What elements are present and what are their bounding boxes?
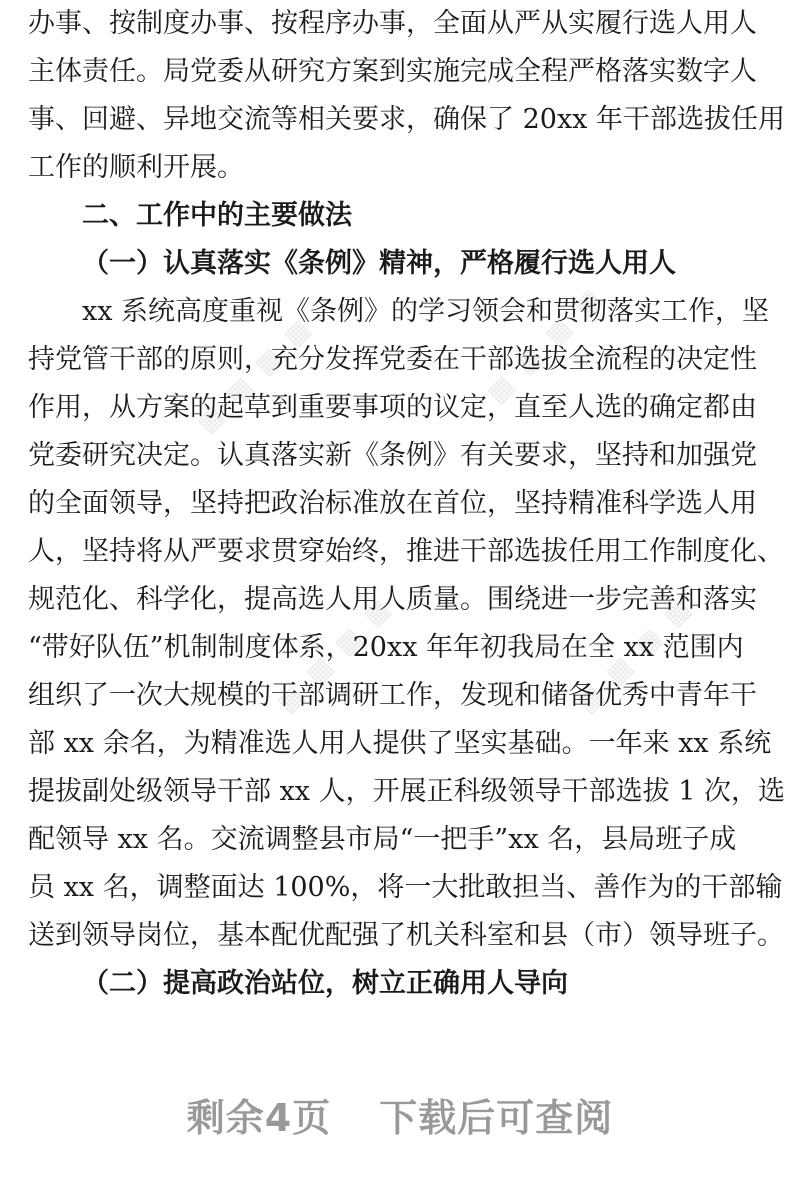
- body-line: 员 xx 名，调整面达 100%，将一大批敢担当、善作为的干部输: [28, 872, 783, 903]
- body-line: 的全面领导，坚持把政治标准放在首位，坚持精准科学选人用: [28, 488, 757, 519]
- body-line: 部 xx 余名，为精准选人用人提供了坚实基础。一年来 xx 系统: [28, 728, 772, 759]
- body-line: 配领导 xx 名。交流调整县市局“一把手”xx 名，县局班子成: [28, 824, 737, 855]
- watermark-mark: ▦ ▦ ▦ ▦: [571, 590, 700, 720]
- body-line: 持党管干部的原则，充分发挥党委在干部选拔全流程的决定性: [28, 344, 757, 375]
- watermark-mark: ▦ ▦ ▦ ▦: [191, 310, 320, 440]
- subheading-2: （二）提高政治站位，树立正确用人导向: [82, 968, 568, 999]
- body-line: 组织了一次大规模的干部调研工作，发现和储备优秀中青年干: [28, 680, 757, 711]
- paragraph-line: 事、回避、异地交流等相关要求，确保了 20xx 年干部选拔任用: [28, 104, 785, 135]
- remaining-pages-label: 剩余4页: [186, 1096, 332, 1140]
- body-line: 提拔副处级领导干部 xx 人，开展正科级领导干部选拔 1 次，选: [28, 776, 785, 807]
- body-line: xx 系统高度重视《条例》的学习领会和贯彻落实工作，坚: [82, 296, 770, 327]
- paragraph-line: 办事、按制度办事、按程序办事，全面从严从实履行选人用人: [28, 8, 757, 39]
- download-banner[interactable]: [0, 1088, 800, 1148]
- subheading-1: （一）认真落实《条例》精神，严格履行选人用人: [82, 248, 676, 279]
- paragraph-line: 主体责任。局党委从研究方案到实施完成全程严格落实数字人: [28, 56, 757, 87]
- body-line: 作用，从方案的起草到重要事项的议定，直至人选的确定都由: [28, 392, 757, 423]
- body-line: 党委研究决定。认真落实新《条例》有关要求，坚持和加强党: [28, 440, 757, 471]
- watermark-mark: ▦ ▦ ▦ ▦: [271, 590, 400, 720]
- body-line: 送到领导岗位，基本配优配强了机关科室和县（市）领导班子。: [28, 920, 784, 951]
- watermark-mark: ▦ ▦ ▦ ▦: [481, 280, 610, 410]
- body-line: 人，坚持将从严要求贯穿始终，推进干部选拔任用工作制度化、: [28, 536, 784, 567]
- body-line: “带好队伍”机制制度体系，20xx 年年初我局在全 xx 范围内: [28, 632, 744, 663]
- body-line: 规范化、科学化，提高选人用人质量。围绕进一步完善和落实: [28, 584, 757, 615]
- download-hint-label: 下载后可查阅: [379, 1096, 614, 1140]
- paragraph-line: 工作的顺利开展。: [28, 152, 244, 183]
- section-heading: 二、工作中的主要做法: [82, 200, 352, 231]
